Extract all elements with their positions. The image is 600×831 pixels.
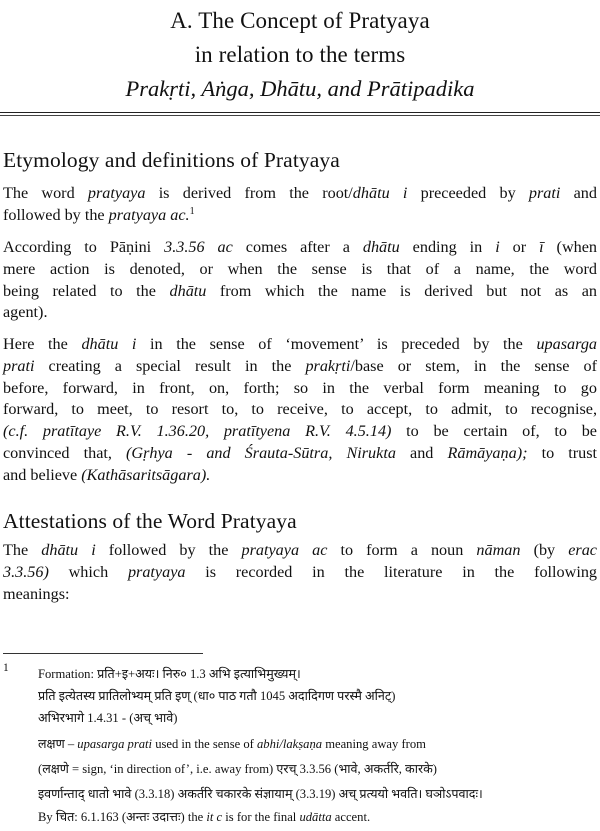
text-line: agent).: [3, 303, 48, 322]
title-rule-thin: [0, 115, 600, 116]
text-line: before, forward, in front, on, forth; so in the verbal form meaning to go: [3, 378, 597, 397]
title-line-1: A. The Concept of Pratyaya: [170, 8, 430, 33]
footnote-rule: [3, 653, 203, 654]
title-rule: [0, 112, 600, 113]
footnote-line: (लक्षणे = sign, ‘in direction of’, i.e. away from) एरच् 3.3.56 (भावे, अकर्तरि, कारके): [38, 762, 437, 776]
footnote-line: प्रति इत्येतस्य प्रातिलोभ्यम् प्रति इण् (धा० पाठ गतौ 1045 अदादिगण परस्मै अनिट्): [38, 689, 396, 703]
text-line: forward, to meet, to resort to, to receive, to accept, to admit, to recognise,: [3, 400, 597, 419]
paragraph-4: [3, 540, 597, 605]
text-line: and believe (Kathāsaritsāgara).: [3, 465, 211, 484]
paragraph-2: [3, 237, 597, 324]
footnote-line: अभिरभागे 1.4.31 - (अच् भावे): [38, 711, 178, 725]
footnote-line: लक्षण – upasarga prati used in the sense of abhi/lakṣaṇa meaning away from: [38, 737, 426, 751]
footnote-line: By चित: 6.1.163 (अन्तः उदात्तः) the it c is for the final udātta accent.: [38, 810, 371, 824]
title-line-2: in relation to the terms: [194, 42, 406, 67]
text-line: The dhātu i followed by the pratyaya ac to form a noun nāman (by erac: [3, 541, 597, 559]
paragraph-1: [3, 183, 597, 227]
footnote-ref[interactable]: 1: [189, 205, 195, 217]
text-line: (c.f. pratītaye R.V. 1.36.20, pratītyena R.V. 4.5.14) to be certain of, to be: [3, 422, 597, 441]
footnote-line: इवर्णान्ताद् धातो भावे (3.3.18) अकर्तरि चकारके संज्ञायाम् (3.3.19) अच् प्रत्ययो भवति। घञोऽपवादः।: [38, 787, 483, 801]
footnote-line: Formation: प्रति+इ+अयः। निरु० 1.3 अभि इत्याभिमुख्यम्।: [38, 667, 301, 681]
text-line: mere action is denoted, or when the sense is that of a name, the word: [3, 259, 597, 278]
footnote-number: 1: [3, 662, 9, 674]
text-line: meanings:: [3, 584, 70, 603]
text-line: convinced that, (Gṛhya - and Śrauta-Sūtra, Nirukta and Rāmāyaṇa); to trust: [3, 443, 598, 462]
text-line: being related to the dhātu from which the name is derived but not as an: [3, 281, 598, 300]
text-line: followed by the pratyaya ac.$^1$: [3, 205, 195, 224]
text-line: Here the dhātu i in the sense of ‘movement’ is preceded by the upasarga: [3, 335, 598, 353]
section-heading-etymology: Etymology and definitions of Pratyaya: [3, 148, 340, 172]
paragraph-3: [3, 334, 597, 487]
text-line: prati creating a special result in the prakṛti/base or stem, in the sense of: [3, 356, 597, 375]
section-heading-attestations: Attestations of the Word Pratyaya: [3, 509, 297, 533]
text-line: According to Pāṇini 3.3.56 ac comes after a dhātu ending in i or ī (when: [3, 238, 598, 256]
text-line: 3.3.56) which pratyaya is recorded in the literature in the following: [3, 562, 598, 581]
title-line-3: Prakṛti, Aṅga, Dhātu, and Prātipadika: [125, 76, 475, 101]
text-line: The word pratyaya is derived from the root/dhātu i preceeded by prati and: [3, 184, 597, 202]
chapter-title: [0, 4, 600, 106]
